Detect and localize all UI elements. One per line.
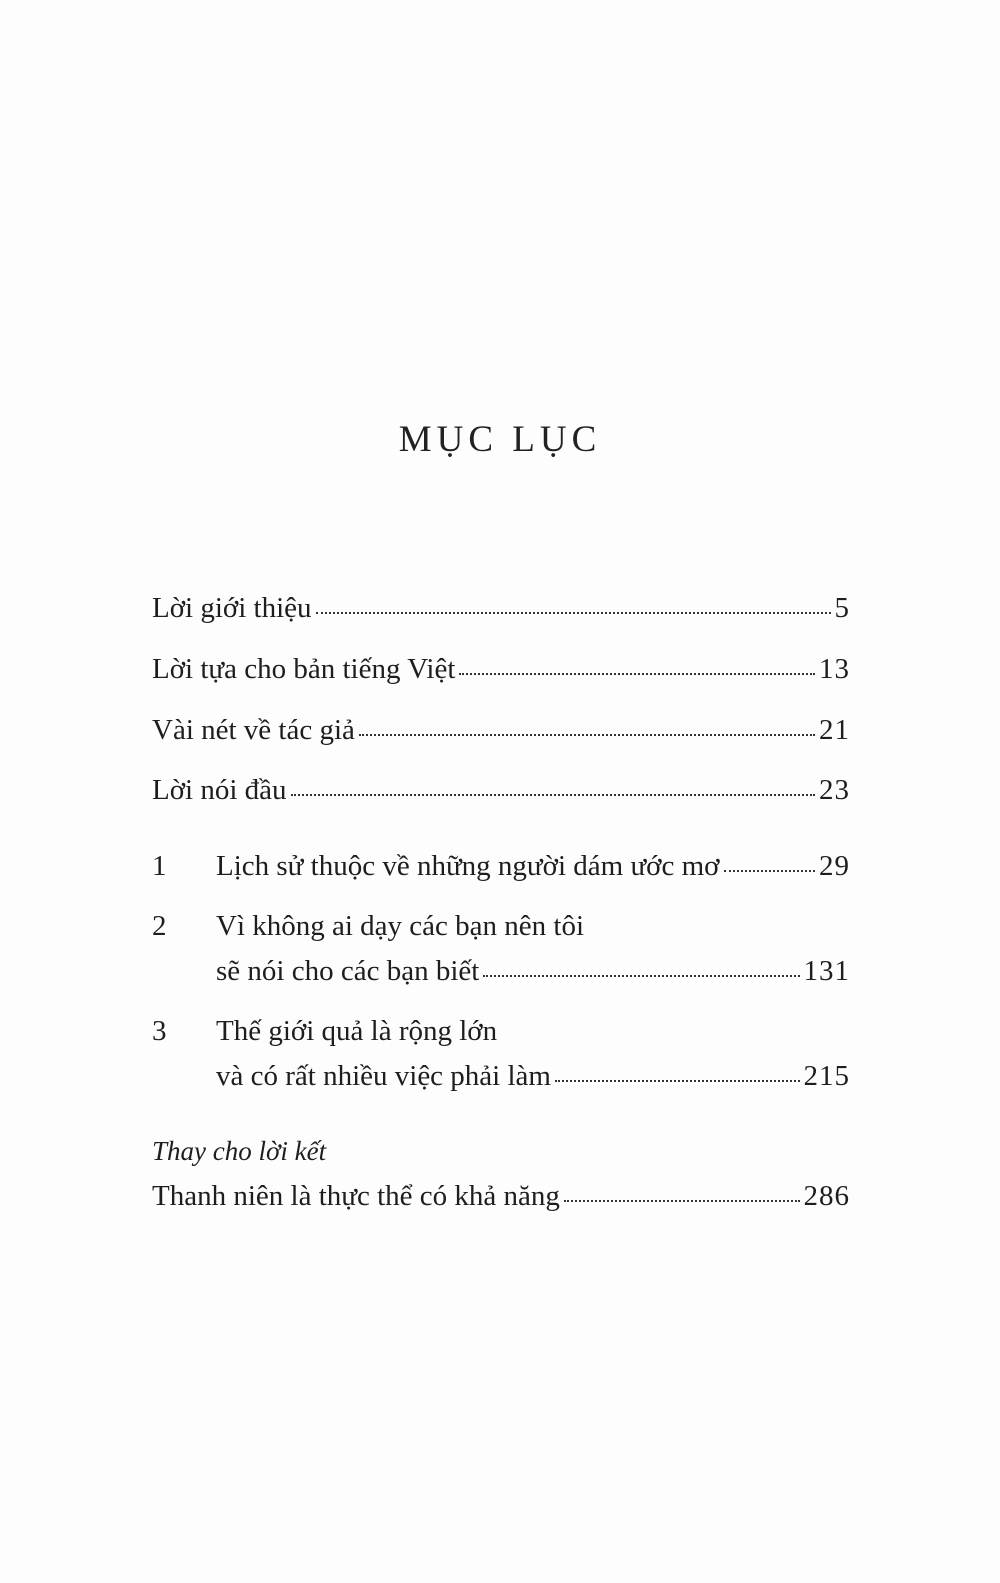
entry-label: Lịch sử thuộc về những người dám ước mơ <box>216 850 720 882</box>
chapter-title-line: Vì không ai dạy các bạn nên tôi <box>216 910 585 942</box>
chapter-title-line: Thế giới quả là rộng lớn <box>216 1015 498 1047</box>
toc-entry-vietnamese-preface <box>152 653 850 686</box>
entry-label: Lời nói đầu <box>152 774 287 806</box>
closing-heading: Thay cho lời kết <box>152 1136 327 1166</box>
entry-label: Lời tựa cho bản tiếng Việt <box>152 653 456 685</box>
chapter-number: 2 <box>152 910 167 942</box>
dot-leader <box>359 734 815 736</box>
chapter-number: 1 <box>152 850 167 882</box>
entry-page-number: 215 <box>803 1060 850 1092</box>
dot-leader <box>483 975 799 977</box>
entry-label: Vài nét về tác giả <box>152 714 355 746</box>
entry-page-number: 286 <box>803 1180 850 1212</box>
entry-page-number: 131 <box>803 955 850 987</box>
dot-leader <box>555 1080 800 1082</box>
toc-entry-chapter-1 <box>216 850 850 883</box>
entry-label: Lời giới thiệu <box>152 592 312 624</box>
entry-page-number: 13 <box>819 653 850 685</box>
entry-page-number: 23 <box>819 774 850 806</box>
toc-entry-chapter-2 <box>216 955 850 988</box>
toc-entry-foreword <box>152 774 850 807</box>
toc-entry-introduction <box>152 592 850 625</box>
toc-entry-closing <box>152 1180 850 1213</box>
dot-leader <box>564 1200 800 1202</box>
chapter-number: 3 <box>152 1015 167 1047</box>
entry-page-number: 5 <box>834 592 850 624</box>
toc-title: MỤC LỤC <box>398 419 602 460</box>
dot-leader <box>291 794 815 796</box>
entry-label: và có rất nhiều việc phải làm <box>216 1060 551 1092</box>
entry-label: Thanh niên là thực thể có khả năng <box>152 1180 560 1212</box>
toc-entry-about-author <box>152 714 850 747</box>
dot-leader <box>459 673 815 675</box>
dot-leader <box>724 870 815 872</box>
entry-label: sẽ nói cho các bạn biết <box>216 955 480 987</box>
entry-page-number: 29 <box>819 850 850 882</box>
entry-page-number: 21 <box>819 714 850 746</box>
toc-entry-chapter-3 <box>216 1060 850 1093</box>
dot-leader <box>316 612 831 614</box>
